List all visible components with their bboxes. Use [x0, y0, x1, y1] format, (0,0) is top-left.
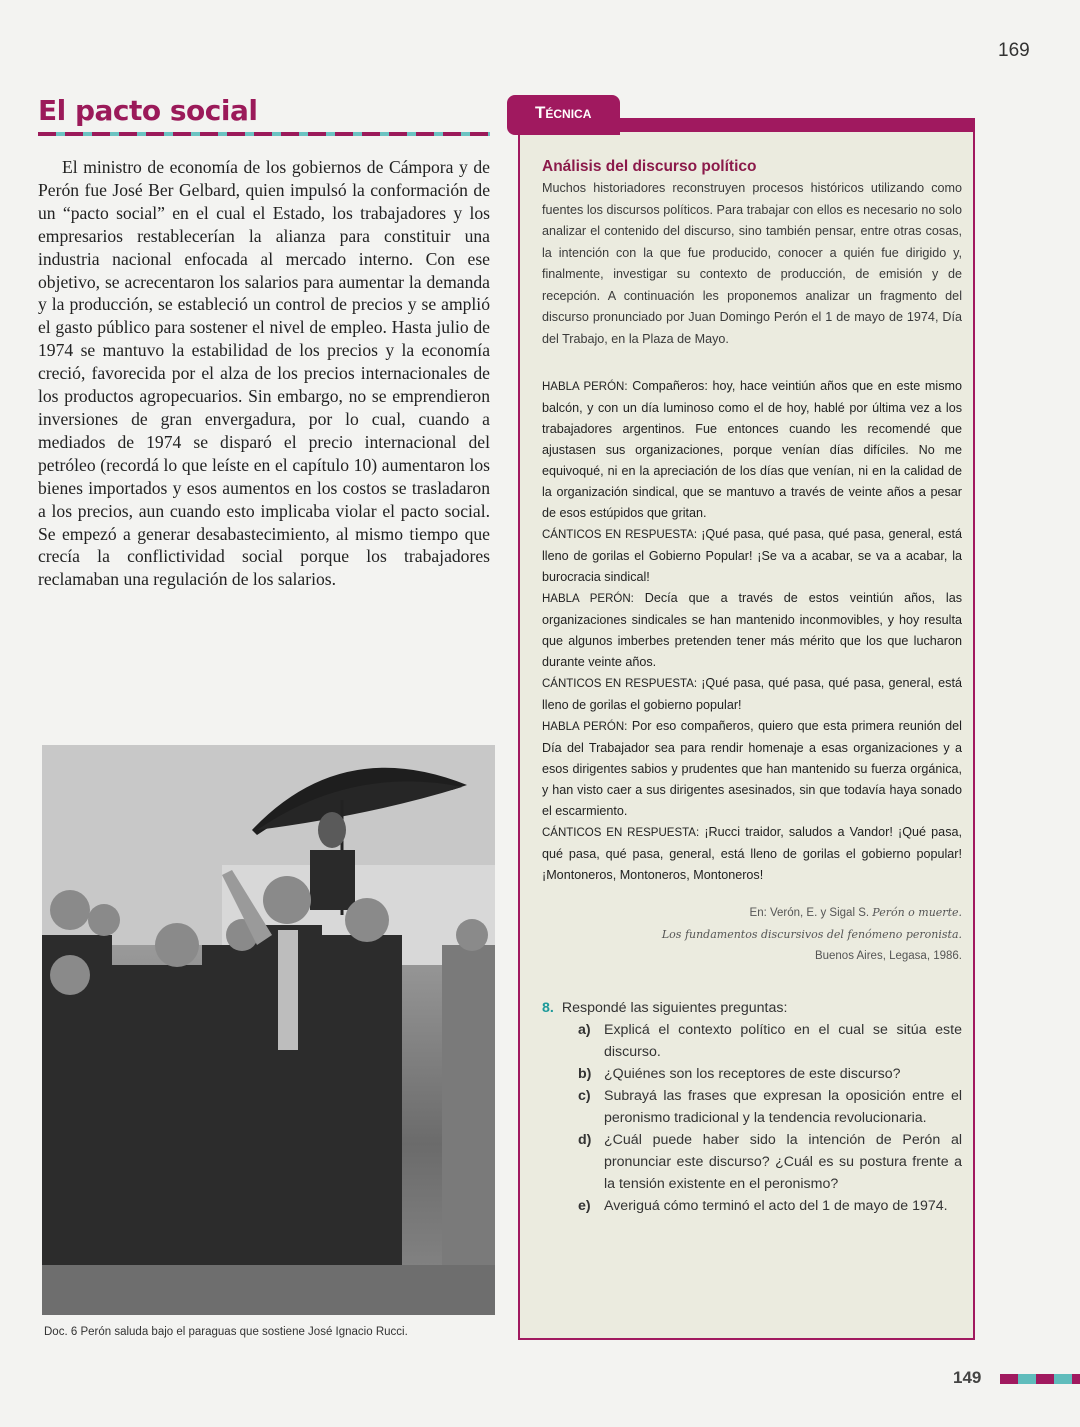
question-text: Averiguá cómo terminó el acto del 1 de mayo de 1974. — [604, 1198, 948, 1214]
citation-subtitle: Los fundamentos discursivos del fenómeno peronista. — [661, 928, 962, 941]
speaker-label: HABLA PERÓN: — [542, 593, 634, 605]
question-letter: e) — [578, 1198, 591, 1214]
top-page-number: 169 — [998, 40, 1030, 61]
footer-dashed-bar — [1000, 1374, 1080, 1384]
speech-text: ¡Rucci traidor, saludos a Vandor! ¡Qué pasa, qué pasa, qué pasa, general, está lleno de gorilas el gobierno popular! ¡Montoneros, Montoneros, Montoneros! — [542, 825, 962, 882]
speech-text: Por eso compañeros, quiero que esta primera reunión del Día del Trabajador sea para rendir homenaje a esas organizaciones y a esos dirigentes sabios y prudentes que han mantenido su fuerza orgánica, y han visto caer a sus dirigentes asesinados, sin que todavía haya sonado el escarmiento. — [542, 719, 962, 818]
historical-photo — [42, 745, 495, 1315]
question-item — [578, 1129, 962, 1195]
tecnica-box — [518, 118, 975, 1340]
speech-line — [542, 524, 962, 588]
speech-excerpt — [542, 376, 962, 886]
speech-text: Decía que a través de estos veintiún años, las organizaciones sindicales se han mantenido inconmovibles, y hoy resulta que algunos imberbes pretenden tener más mérito que los que lucharon durante veinte años. — [542, 591, 963, 669]
question-item — [578, 1063, 962, 1085]
speaker-label: CÁNTICOS EN RESPUESTA: — [542, 827, 700, 839]
speaker-label: CÁNTICOS EN RESPUESTA: — [542, 678, 698, 690]
photo-illustration — [42, 745, 495, 1315]
citation-publisher: Buenos Aires, Legasa, 1986. — [814, 950, 962, 962]
question-text: ¿Quiénes son los receptores de este discurso? — [604, 1066, 901, 1082]
activity-number: 8. — [542, 1000, 554, 1016]
page-number: 149 — [953, 1368, 982, 1387]
question-item — [578, 1195, 962, 1217]
question-list — [542, 1019, 962, 1217]
question-text: Subrayá las frases que expresan la oposición entre el peronismo tradicional y la tendencia revolucionaria. — [604, 1088, 962, 1126]
citation-title: Perón o muerte. — [872, 906, 962, 919]
speech-text: Compañeros: hoy, hace veintiún años que en este mismo balcón, y con un día luminoso como el de hoy, hablé por última vez a los trabajadores argentinos. Fue entonces cuando les recomendé que ajustasen sus organizaciones, porque venían días difíciles. No me equivoqué, ni en la apreciación de los días que venían, ni en la calidad de la organización sindical, que se mantuvo a través de veinte años a pesar de esos estúpidos que gritan. — [542, 379, 962, 520]
activity-8 — [542, 997, 962, 1217]
source-citation — [542, 902, 962, 967]
caption-label: Doc. 6 — [44, 1326, 78, 1338]
photo-caption — [44, 1326, 408, 1338]
question-text: ¿Cuál puede haber sido la intención de Perón al pronunciar este discurso? ¿Cuál es su postura frente a la tensión existente en el peronismo? — [604, 1132, 962, 1192]
section-title: El pacto social — [38, 94, 258, 127]
speech-line — [542, 716, 962, 822]
speech-line — [542, 588, 962, 673]
citation-authors: En: Verón, E. y Sigal S. — [749, 907, 870, 919]
activity-prompt: Respondé las siguientes preguntas: — [561, 1000, 788, 1016]
speech-text: ¡Qué pasa, qué pasa, qué pasa, general, está lleno de gorilas el Gobierno Popular! ¡Se va a acabar, se va a acabar, la burocracia sindical! — [542, 527, 962, 584]
tecnica-tab: Técnica — [507, 95, 620, 135]
question-item — [578, 1019, 962, 1063]
speaker-label: HABLA PERÓN: — [542, 721, 628, 733]
question-letter: c) — [578, 1088, 591, 1104]
question-text: Explicá el contexto político en el cual se sitúa este discurso. — [604, 1022, 962, 1060]
tecnica-intro: Muchos historiadores reconstruyen procesos históricos utilizando como fuentes los discursos políticos. Para trabajar con ellos es necesario no solo analizar el contenido del discurso, sino también pensar, entre otras cosas, la intención con la que fue producido, conocer a quién fue dirigido y, finalmente, investigar su contexto de producción, de emisión y de recepción. A continuación les proponemos analizar un fragmento del discurso pronunciado por Juan Domingo Perón el 1 de mayo de 1974, Día del Trabajo, en la Plaza de Mayo. — [542, 181, 962, 346]
tecnica-heading: Análisis del discurso político — [542, 158, 757, 175]
speech-line — [542, 376, 962, 524]
question-letter: b) — [578, 1066, 592, 1082]
speech-line — [542, 822, 962, 886]
question-item — [578, 1085, 962, 1129]
caption-text: Perón saluda bajo el paraguas que sostiene José Ignacio Rucci. — [80, 1326, 408, 1338]
speech-line — [542, 673, 962, 716]
speaker-label: CÁNTICOS EN RESPUESTA: — [542, 529, 698, 541]
article-body: El ministro de economía de los gobiernos de Cámpora y de Perón fue José Ber Gelbard, quien impulsó la conformación de un “pacto social” en el cual el Estado, los trabajadores y los empresarios restablecerían la alianza para constituir una industria nacional enfocada al mercado interno. Con ese objetivo, se acrecentaron los salarios para aumentar la demanda y la producción, se estableció un control de precios y se amplió el gasto público para sostener el nivel de empleo. Hasta julio de 1974 se mantuvo la estabilidad de los precios y la economía creció, favorecida por el alza de los precios internacionales de los productos agropecuarios. Sin embargo, no se emprendieron inversiones de gran envergadura, por lo cual, cuando a mediados de 1974 se disparó el precio internacional del petróleo (recordá lo que leíste en el capítulo 10) aumentaron los bienes importados y esos aumentos en los costos se trasladaron a los precios, aun cuando esto implicaba violar el pacto social. Se empezó a generar desabastecimiento, al mismo tiempo que crecía la conflictividad social porque los trabajadores reclamaban una regulación de los salarios. — [38, 157, 490, 590]
speaker-label: HABLA PERÓN: — [542, 381, 628, 393]
question-letter: a) — [578, 1022, 591, 1038]
speech-text: ¡Qué pasa, qué pasa, qué pasa, general, está lleno de gorilas el gobierno popular! — [542, 676, 962, 712]
question-letter: d) — [578, 1132, 592, 1148]
title-dashed-divider — [38, 132, 490, 136]
